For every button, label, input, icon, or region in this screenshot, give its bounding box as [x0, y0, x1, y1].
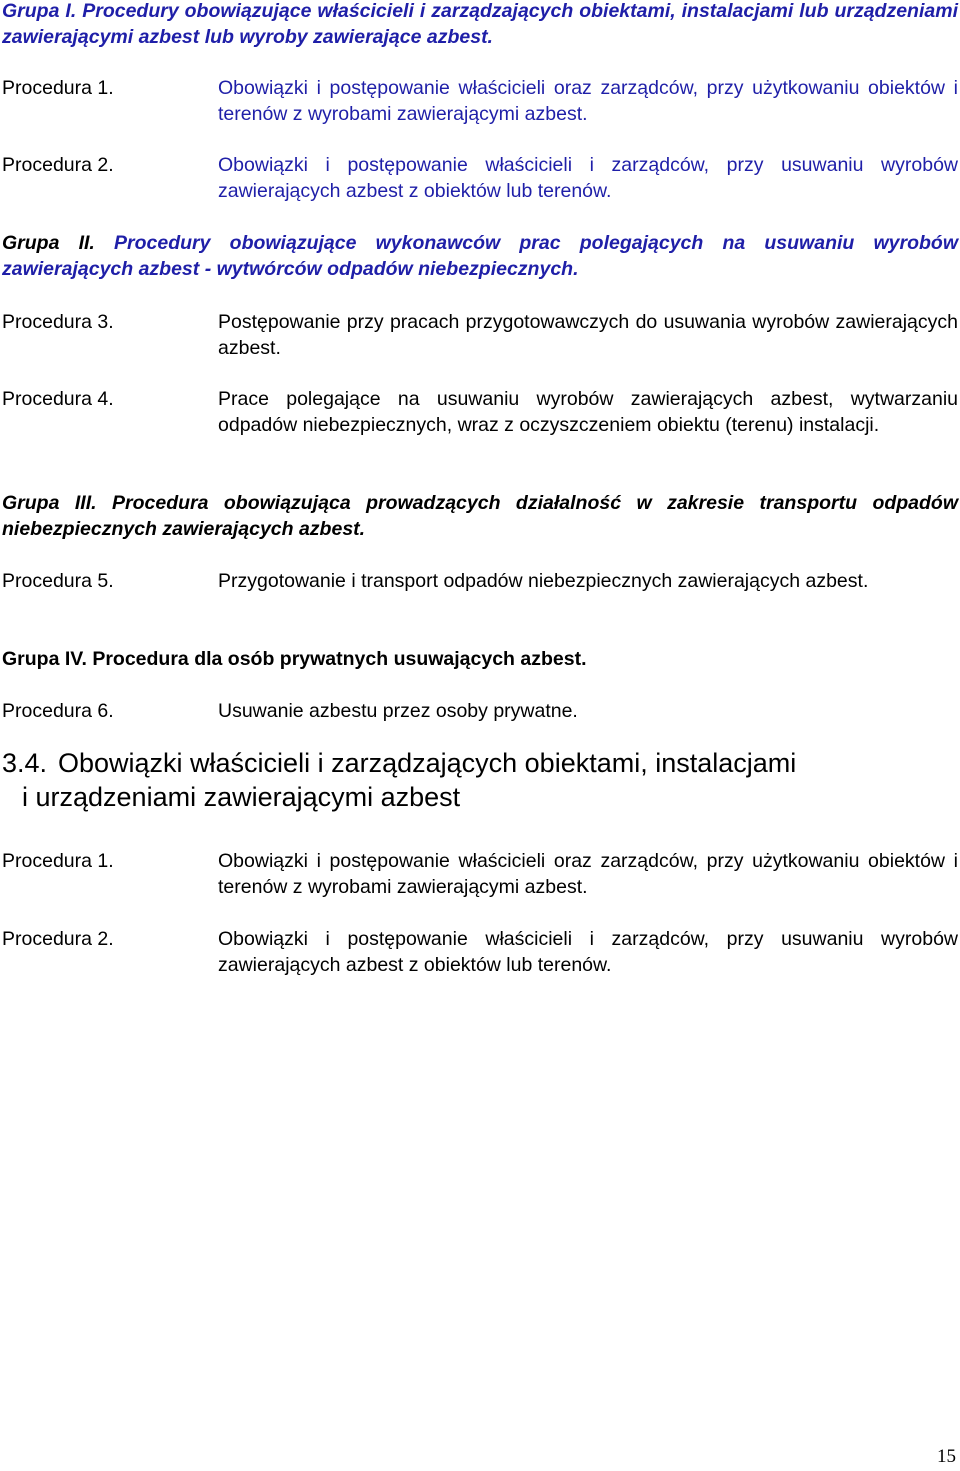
group-heading-4[interactable] — [2, 646, 958, 672]
procedure-label: Procedura 5. — [2, 570, 114, 592]
page-number: 15 — [937, 1446, 956, 1467]
group-label: Grupa I. — [2, 0, 77, 22]
procedure-text[interactable]: Obowiązki i postępowanie właścicieli oraz zarządców, przy użytkowaniu obiektów i terenów z wyrobami zawierającymi azbest. — [218, 77, 958, 125]
procedure-text[interactable]: Obowiązki i postępowanie właścicieli i zarządców, przy usuwaniu wyrobów zawierających azbest z obiektów lub terenów. — [218, 154, 958, 202]
group-heading-2[interactable] — [2, 230, 958, 282]
group-label: Grupa II. — [2, 232, 95, 254]
section-heading — [2, 746, 942, 814]
procedure-label: Procedura 1. — [2, 77, 114, 99]
group-heading-3[interactable] — [2, 490, 958, 542]
group-heading-1[interactable] — [2, 0, 958, 50]
procedure-label: Procedura 2. — [2, 154, 114, 176]
procedure-label: Procedura 6. — [2, 700, 114, 722]
group-label: Grupa III. — [2, 492, 97, 514]
section-title-line-1: Obowiązki właścicieli i zarządzających obiektami, instalacjami — [58, 748, 797, 778]
procedure-text[interactable]: Usuwanie azbestu przez osoby prywatne. — [218, 700, 578, 722]
procedure-text[interactable]: Przygotowanie i transport odpadów niebezpiecznych zawierających azbest. — [218, 570, 869, 592]
procedure-label: Procedura 2. — [2, 928, 114, 950]
procedure-label: Procedura 1. — [2, 850, 114, 872]
procedure-text: Obowiązki i postępowanie właścicieli i zarządców, przy usuwaniu wyrobów zawierających azbest z obiektów lub terenów. — [218, 928, 958, 976]
group-title: Procedura dla osób prywatnych usuwających azbest. — [92, 648, 587, 670]
group-title: Procedura obowiązująca prowadzących działalność w zakresie transportu odpadów niebezpiecznych zawierających azbest. — [2, 492, 959, 540]
procedure-label: Procedura 3. — [2, 311, 114, 333]
section-heading-line-1 — [2, 746, 942, 780]
procedure-text: Obowiązki i postępowanie właścicieli oraz zarządców, przy użytkowaniu obiektów i terenów z wyrobami zawierającymi azbest. — [218, 850, 958, 898]
group-title: Procedury obowiązujące wykonawców prac polegających na usuwaniu wyrobów zawierających azbest - wytwórców odpadów niebezpiecznych. — [2, 232, 958, 280]
procedure-text[interactable]: Postępowanie przy pracach przygotowawczych do usuwania wyrobów zawierających azbest. — [218, 311, 958, 359]
procedure-label: Procedura 4. — [2, 388, 114, 410]
section-title-line-2: i urządzeniami zawierającymi azbest — [22, 782, 461, 812]
section-number: 3.4. — [2, 748, 48, 778]
procedure-text[interactable]: Prace polegające na usuwaniu wyrobów zawierających azbest, wytwarzaniu odpadów niebezpiecznych, wraz z oczyszczeniem obiektu (terenu) instalacji. — [218, 388, 958, 436]
group-label: Grupa IV. — [2, 648, 87, 670]
group-title: Procedury obowiązujące właścicieli i zarządzających obiektami, instalacjami lub urządzeniami zawierającymi azbest lub wyroby zawierające azbest. — [2, 0, 958, 48]
